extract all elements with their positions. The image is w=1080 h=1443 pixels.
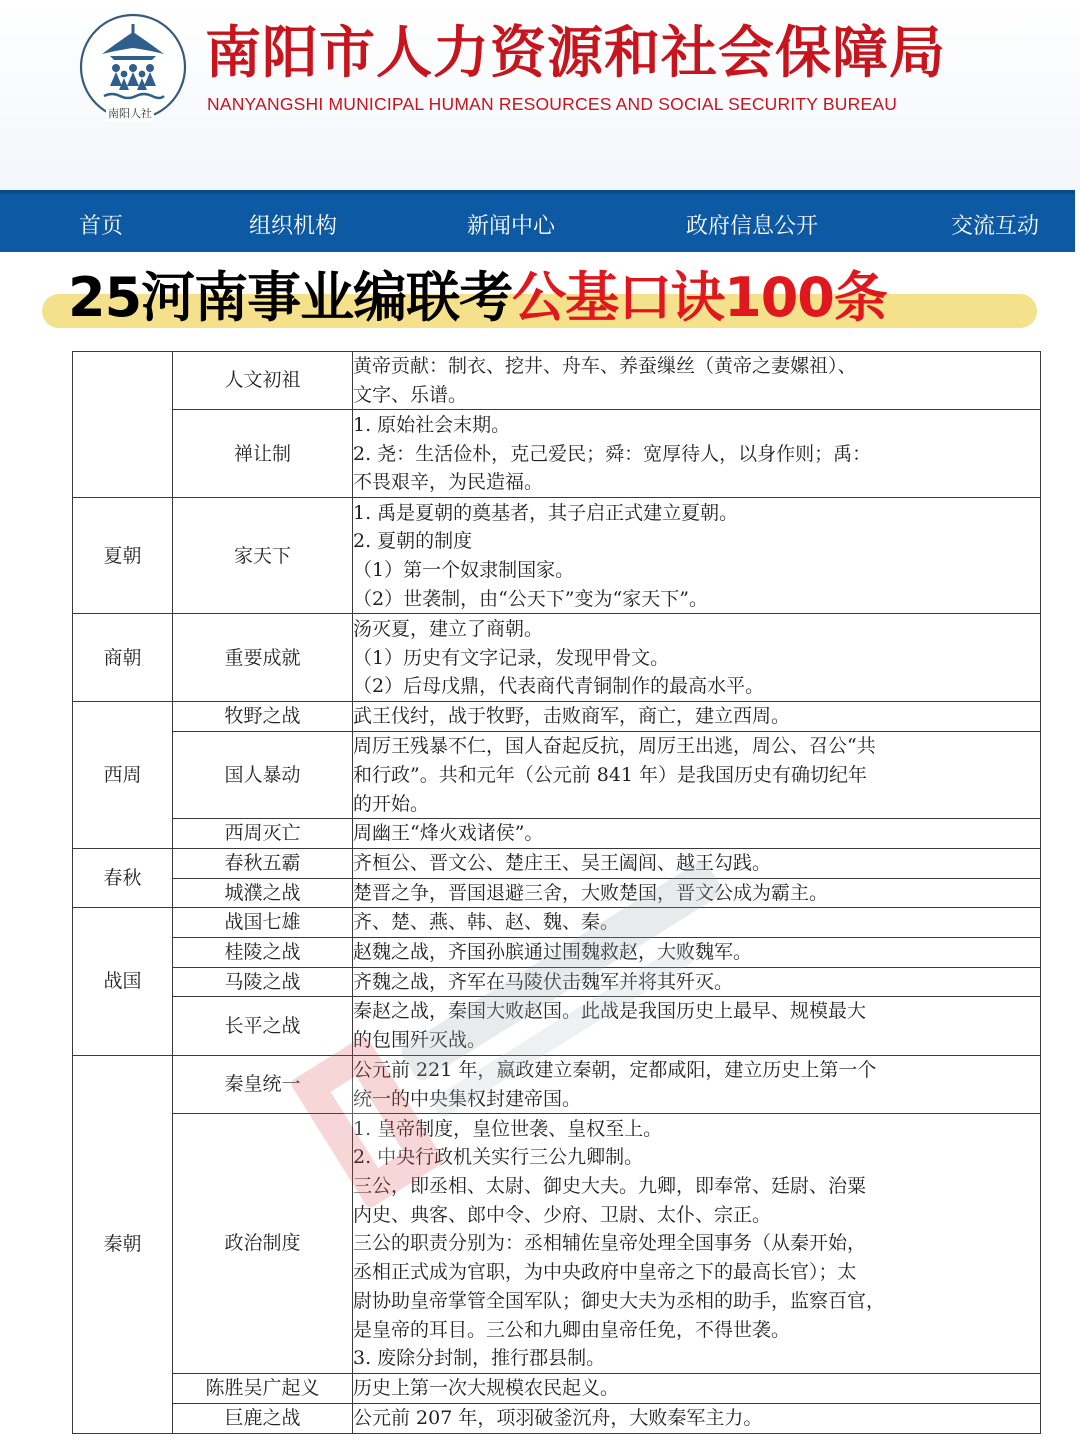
detail-line: （1）历史有文字记录，发现甲骨文。 — [353, 646, 670, 669]
era-cell: 夏朝 — [73, 498, 173, 614]
detail-cell — [353, 967, 1041, 997]
table-row — [73, 614, 1041, 702]
main-nav — [0, 190, 1075, 252]
detail-cell — [353, 352, 1041, 410]
detail-line: 统一的中央集权封建帝国。 — [353, 1087, 582, 1110]
detail-line: 是皇帝的耳目。三公和九卿由皇帝任免，不得世袭。 — [353, 1318, 791, 1341]
detail-cell — [353, 732, 1041, 819]
table-row — [73, 819, 1041, 849]
detail-cell — [353, 1114, 1041, 1374]
detail-line: 公元前 207 年，项羽破釜沉舟，大败秦军主力。 — [353, 1406, 763, 1429]
site-title: 南阳市人力资源和社会保障局 — [205, 21, 946, 86]
topic-cell: 政治制度 — [173, 1114, 353, 1374]
banner — [0, 250, 1080, 340]
topic-cell: 牧野之战 — [173, 702, 353, 732]
table-row — [73, 848, 1041, 878]
detail-line: 2. 尧：生活俭朴，克己爱民；舜：宽厚待人，以身作则；禹： — [353, 442, 872, 465]
detail-line: 三公，即丞相、太尉、御史大夫。九卿，即奉常、廷尉、治粟 — [353, 1174, 867, 1197]
table-row — [73, 732, 1041, 819]
site-header — [0, 0, 1080, 190]
detail-line: 公元前 221 年，嬴政建立秦朝，定都咸阳，建立历史上第一个 — [353, 1058, 877, 1081]
detail-line: 历史上第一次大规模农民起义。 — [353, 1377, 620, 1400]
detail-cell — [353, 938, 1041, 968]
topic-cell: 秦皇统一 — [173, 1055, 353, 1113]
era-cell: 商朝 — [73, 614, 173, 702]
detail-cell — [353, 1055, 1041, 1113]
era-cell: 西周 — [73, 702, 173, 849]
detail-line: 汤灭夏，建立了商朝。 — [353, 617, 544, 640]
detail-line: 2. 中央行政机关实行三公九卿制。 — [353, 1146, 644, 1169]
table-row — [73, 908, 1041, 938]
detail-line: 齐魏之战，齐军在马陵伏击魏军并将其歼灭。 — [353, 970, 734, 993]
detail-cell — [353, 410, 1041, 498]
table-row — [73, 352, 1041, 410]
table-row — [73, 410, 1041, 498]
banner-title-main: 25河南事业编联考 — [68, 266, 513, 329]
detail-line: 秦赵之战，秦国大败赵国。此战是我国历史上最早、规模最大 — [353, 1000, 867, 1023]
detail-line: 周幽王“烽火戏诸侯”。 — [353, 822, 544, 845]
nav-item-home[interactable]: 首页 — [79, 214, 124, 239]
detail-cell — [353, 614, 1041, 702]
era-cell — [73, 352, 173, 498]
detail-line: 不畏艰辛，为民造福。 — [353, 471, 544, 494]
table-row — [73, 1114, 1041, 1374]
detail-line: 2. 夏朝的制度 — [353, 530, 473, 553]
detail-line: 1. 禹是夏朝的奠基者，其子启正式建立夏朝。 — [353, 501, 739, 524]
table-row — [73, 938, 1041, 968]
table-row — [73, 498, 1041, 614]
topic-cell: 家天下 — [173, 498, 353, 614]
detail-line: 内史、典客、郎中令、少府、卫尉、太仆、宗正。 — [353, 1203, 772, 1226]
site-subtitle: NANYANGSHI MUNICIPAL HUMAN RESOURCES AND SOCIAL SECURITY BUREAU — [207, 94, 898, 114]
topic-cell: 禅让制 — [173, 410, 353, 498]
banner-title — [68, 260, 887, 336]
detail-line: 的开始。 — [353, 792, 430, 815]
topic-cell: 巨鹿之战 — [173, 1403, 353, 1433]
topic-cell: 陈胜吴广起义 — [173, 1374, 353, 1404]
detail-cell — [353, 997, 1041, 1055]
detail-cell — [353, 702, 1041, 732]
table-row — [73, 702, 1041, 732]
detail-cell — [353, 908, 1041, 938]
era-cell: 战国 — [73, 908, 173, 1056]
topic-cell: 西周灭亡 — [173, 819, 353, 849]
detail-line: （2）世袭制，由“公天下”变为“家天下”。 — [353, 587, 708, 610]
detail-line: （2）后母戊鼎，代表商代青铜制作的最高水平。 — [353, 675, 765, 698]
topic-cell: 长平之战 — [173, 997, 353, 1055]
topic-cell: 城濮之战 — [173, 878, 353, 908]
topic-cell: 春秋五霸 — [173, 848, 353, 878]
detail-line: （1）第一个奴隶制国家。 — [353, 558, 575, 581]
table-row — [73, 997, 1041, 1055]
detail-line: 3. 废除分封制，推行郡县制。 — [353, 1347, 606, 1370]
detail-line: 赵魏之战，齐国孙膑通过围魏救赵，大败魏军。 — [353, 941, 753, 964]
nav-item-news[interactable]: 新闻中心 — [467, 214, 556, 239]
topic-cell: 人文初祖 — [173, 352, 353, 410]
detail-line: 三公的职责分别为：丞相辅佐皇帝处理全国事务（从秦开始， — [353, 1232, 867, 1255]
detail-line: 尉协助皇帝掌管全国军队；御史大夫为丞相的助手，监察百官， — [353, 1289, 886, 1312]
table-row — [73, 1403, 1041, 1433]
detail-line: 齐桓公、晋文公、楚庄王、吴王阖闾、越王勾践。 — [353, 851, 772, 874]
detail-line: 和行政”。共和元年（公元前 841 年）是我国历史有确切纪年 — [353, 763, 868, 786]
nav-item-organization[interactable]: 组织机构 — [249, 214, 338, 239]
era-cell: 秦朝 — [73, 1055, 173, 1433]
table-row — [73, 1374, 1041, 1404]
detail-line: 楚晋之争，晋国退避三舍，大败楚国，晋文公成为霸主。 — [353, 881, 829, 904]
history-table — [72, 351, 1041, 1434]
banner-title-accent: 公基口诀100条 — [512, 266, 887, 329]
detail-cell — [353, 1403, 1041, 1433]
detail-line: 1. 原始社会末期。 — [353, 413, 511, 436]
era-cell: 春秋 — [73, 848, 173, 907]
topic-cell: 桂陵之战 — [173, 938, 353, 968]
nav-item-interaction[interactable]: 交流互动 — [951, 214, 1040, 239]
topic-cell: 战国七雄 — [173, 908, 353, 938]
detail-cell — [353, 848, 1041, 878]
detail-cell — [353, 819, 1041, 849]
detail-cell — [353, 1374, 1041, 1404]
topic-cell: 马陵之战 — [173, 967, 353, 997]
detail-line: 丞相正式成为官职，为中央政府中皇帝之下的最高长官）；太 — [353, 1261, 857, 1284]
detail-line: 的包围歼灭战。 — [353, 1029, 487, 1052]
topic-cell: 重要成就 — [173, 614, 353, 702]
nav-item-gov-info[interactable]: 政府信息公开 — [686, 214, 819, 239]
detail-line: 齐、楚、燕、韩、赵、魏、秦。 — [353, 911, 620, 934]
detail-line: 黄帝贡献：制衣、挖井、舟车、养蚕缫丝（黄帝之妻嫘祖）、 — [353, 355, 857, 377]
table-row — [73, 878, 1041, 908]
logo-caption: 南阳人社 — [108, 107, 152, 120]
bureau-logo[interactable] — [78, 12, 188, 122]
topic-cell: 国人暴动 — [173, 732, 353, 819]
table-row — [73, 1055, 1041, 1113]
detail-cell — [353, 498, 1041, 614]
detail-line: 武王伐纣，战于牧野，击败商军，商亡，建立西周。 — [353, 705, 791, 728]
detail-line: 1. 皇帝制度，皇位世袭、皇权至上。 — [353, 1117, 663, 1140]
detail-line: 文字、乐谱。 — [353, 383, 468, 406]
detail-cell — [353, 878, 1041, 908]
detail-line: 周厉王残暴不仁，国人奋起反抗，周厉王出逃，周公、召公“共 — [353, 735, 876, 758]
table-row — [73, 967, 1041, 997]
